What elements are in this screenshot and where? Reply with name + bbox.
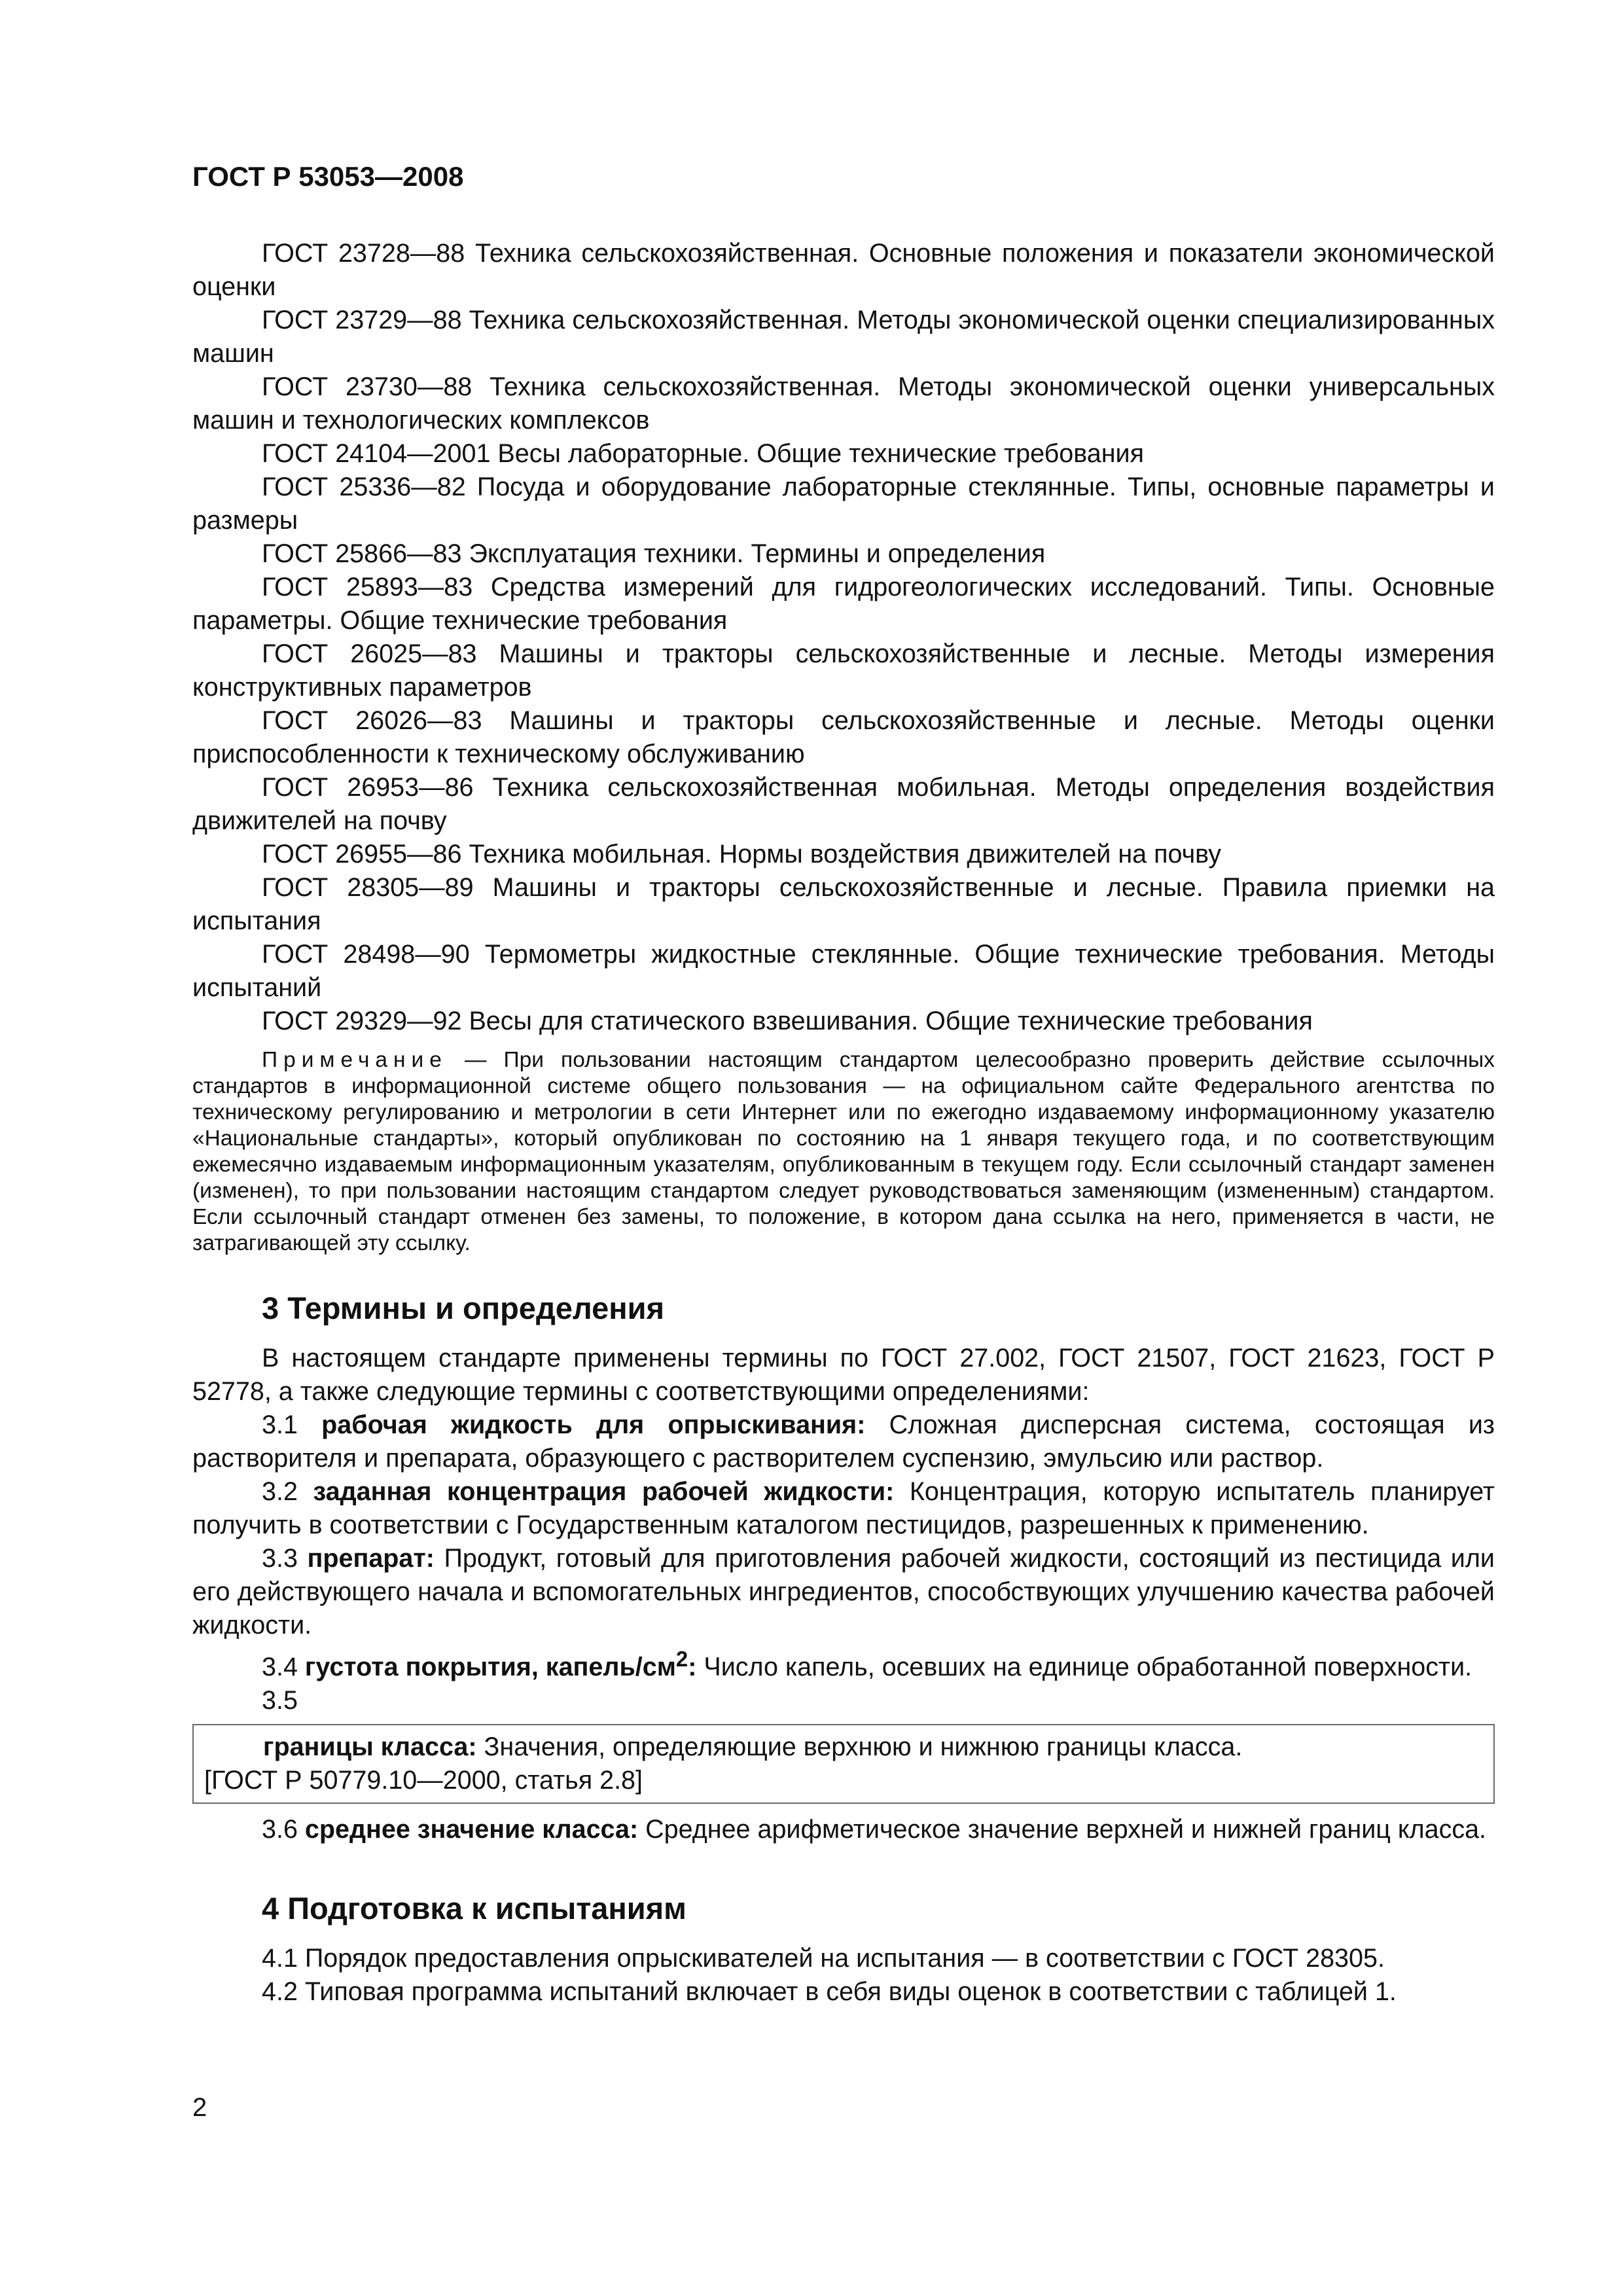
- reference-item: ГОСТ 26026—83 Машины и тракторы сельскохозяйственные и лесные. Методы оценки приспособленности к техническому обслуживанию: [192, 706, 1495, 768]
- term-definition: [192, 1642, 1495, 1684]
- reference-item: ГОСТ 24104—2001 Весы лабораторные. Общие технические требования: [262, 439, 1144, 468]
- note-label: Примечание: [262, 1048, 448, 1072]
- term-name: заданная концентрация рабочей жидкости:: [313, 1477, 895, 1506]
- term-number-3-5: 3.5: [262, 1686, 298, 1715]
- section-3-intro: В настоящем стандарте применены термины по ГОСТ 27.002, ГОСТ 21507, ГОСТ 21623, ГОСТ Р 52778, а также следующие термины с соответствующими определениями:: [192, 1344, 1495, 1406]
- document-header: ГОСТ Р 53053—2008: [192, 161, 464, 192]
- reference-item: ГОСТ 23730—88 Техника сельскохозяйственная. Методы экономической оценки универсальных машин и технологических комплексов: [192, 372, 1495, 435]
- cited-term-line: [204, 1731, 1483, 1764]
- reference-item: ГОСТ 26025—83 Машины и тракторы сельскохозяйственные и лесные. Методы измерения конструктивных параметров: [192, 639, 1495, 702]
- term-number: 3.1: [262, 1410, 298, 1439]
- term-definition: [192, 1475, 1495, 1542]
- reference-item: ГОСТ 28305—89 Машины и тракторы сельскохозяйственные и лесные. Правила приемки на испытания: [192, 873, 1495, 935]
- cited-term-box: [192, 1724, 1495, 1804]
- reference-item: ГОСТ 23728—88 Техника сельскохозяйственная. Основные положения и показатели экономической оценки: [192, 239, 1495, 301]
- term-text: Число капель, осевших на единице обработанной поверхности.: [704, 1653, 1472, 1682]
- term-superscript: 2: [675, 1647, 688, 1671]
- section-4-item: 4.2 Типовая программа испытаний включает в себя виды оценок в соответствии с таблицей 1.: [262, 1977, 1397, 2007]
- term-text: Концентрация, которую испытатель планирует получить в соответствии с Государственным каталогом пестицидов, разрешенных к применению.: [192, 1477, 1495, 1539]
- term-definition: [192, 1408, 1495, 1475]
- term-text: Среднее арифметическое значение верхней и нижней границ класса.: [645, 1815, 1487, 1844]
- reference-item: ГОСТ 29329—92 Весы для статического взвешивания. Общие технические требования: [262, 1007, 1313, 1035]
- reference-item: ГОСТ 25893—83 Средства измерений для гидрогеологических исследований. Типы. Основные параметры. Общие технические требования: [192, 573, 1495, 635]
- section-4-heading: 4 Подготовка к испытаниям: [262, 1891, 687, 1926]
- term-name: границы класса:: [263, 1732, 477, 1762]
- reference-item: ГОСТ 25866—83 Эксплуатация техники. Термины и определения: [262, 539, 1046, 568]
- term-number: 3.3: [262, 1544, 298, 1573]
- term-name: [304, 1647, 697, 1682]
- term-text: Продукт, готовый для приготовления рабочей жидкости, состоящий из пестицида или его действующего начала и вспомогательных ингредиентов, способствующих улучшению качества рабочей жидкости.: [192, 1544, 1495, 1640]
- term-colon: :: [688, 1653, 697, 1682]
- reference-item: ГОСТ 26953—86 Техника сельскохозяйственная мобильная. Методы определения воздействия движителей на почву: [192, 773, 1495, 835]
- reference-item: ГОСТ 25336—82 Посуда и оборудование лабораторные стеклянные. Типы, основные параметры и размеры: [192, 473, 1495, 535]
- term-name: препарат:: [307, 1544, 435, 1573]
- term-name: среднее значение класса:: [304, 1815, 639, 1844]
- note-text: — При пользовании настоящим стандартом целесообразно проверить действие ссылочных стандартов в информационной системе общего пользования — на официальном сайте Федерального агентства по техническому регулированию и метрологии в сети Интернет или по ежегодно издаваемому информационному указателю «Национальные стандарты», который опубликован по состоянию на 1 января текущего года, и по соответствующим ежемесячно издаваемым информационным указателям, опубликованным в текущем году. Если ссылочный стандарт заменен (изменен), то при пользовании настоящим стандартом следует руководствоваться заменяющим (измененным) стандартом. Если ссылочный стандарт отменен без замены, то положение, в котором дана ссылка на него, применяется в части, не затрагивающей эту ссылку.: [192, 1048, 1495, 1255]
- reference-item: ГОСТ 23729—88 Техника сельскохозяйственная. Методы экономической оценки специализированных машин: [192, 306, 1495, 368]
- term-definition: [192, 1813, 1495, 1846]
- term-definition: [192, 1542, 1495, 1642]
- page-number: 2: [192, 2093, 207, 2122]
- page-content: [192, 237, 1495, 2009]
- term-text: Значения, определяющие верхнюю и нижнюю границы класса.: [484, 1732, 1243, 1762]
- term-name-text: густота покрытия, капель/см: [304, 1653, 676, 1682]
- reference-item: ГОСТ 28498—90 Термометры жидкостные стеклянные. Общие технические требования. Методы испытаний: [192, 940, 1495, 1002]
- section-3-heading: 3 Термины и определения: [262, 1291, 664, 1325]
- term-number: 3.6: [262, 1815, 298, 1844]
- cited-term-source: [ГОСТ Р 50779.10—2000, статья 2.8]: [204, 1766, 643, 1795]
- term-number: 3.4: [262, 1653, 298, 1682]
- term-name: рабочая жидкость для опрыскивания:: [321, 1410, 866, 1439]
- reference-item: ГОСТ 26955—86 Техника мобильная. Нормы воздействия движителей на почву: [262, 840, 1222, 869]
- term-text: Сложная дисперсная система, состоящая из растворителя и препарата, образующего с растворителем суспензию, эмульсию или раствор.: [192, 1410, 1495, 1473]
- term-number: 3.2: [262, 1477, 298, 1506]
- references-list: [192, 237, 1495, 1038]
- note-paragraph: [192, 1047, 1495, 1257]
- section-4-item: 4.1 Порядок предоставления опрыскивателей на испытания — в соответствии с ГОСТ 28305.: [262, 1944, 1385, 1973]
